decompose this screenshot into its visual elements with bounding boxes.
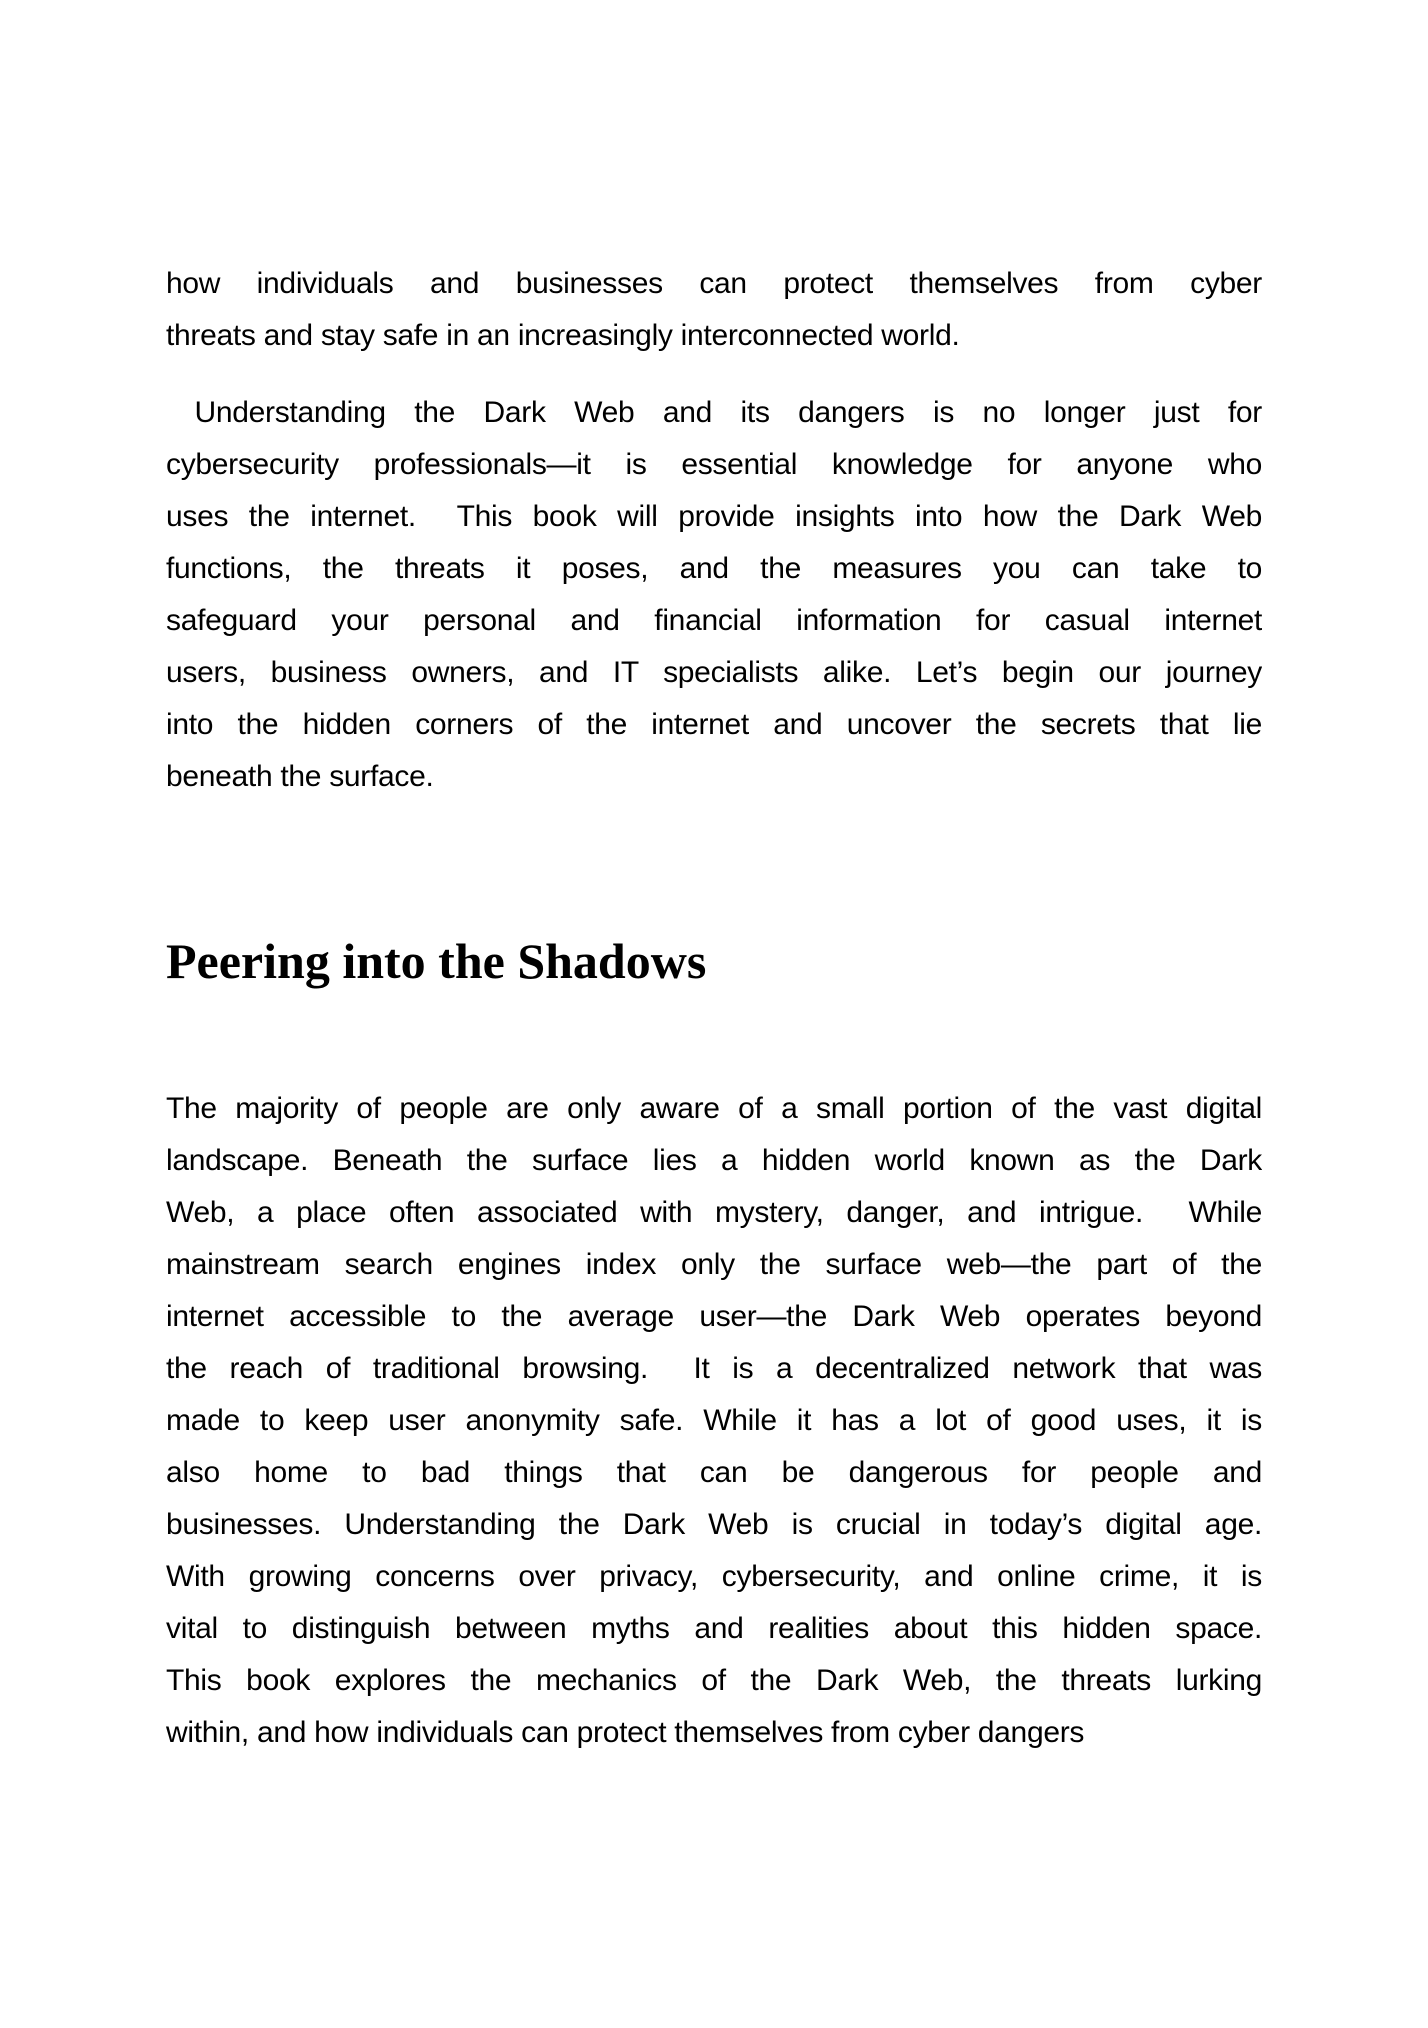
paragraph-2-line-4: functions, the threats it poses, and the measures you can take to xyxy=(166,552,1262,585)
paragraph-3-line-2: landscape. Beneath the surface lies a hidden world known as the Dark xyxy=(166,1144,1262,1177)
paragraph-2 xyxy=(166,387,1262,803)
paragraph-2-line-7: into the hidden corners of the internet and uncover the secrets that lie xyxy=(166,708,1262,741)
paragraph-3-line-13: within, and how individuals can protect themselves from cyber dangers xyxy=(166,1716,1085,1749)
paragraph-3-line-1: The majority of people are only aware of a small portion of the vast digital xyxy=(166,1092,1262,1125)
paragraph-2-line-5: safeguard your personal and financial information for casual internet xyxy=(166,604,1262,637)
paragraph-3-line-11: vital to distinguish between myths and realities about this hidden space. xyxy=(166,1612,1262,1645)
paragraph-3-line-8: also home to bad things that can be dangerous for people and xyxy=(166,1456,1262,1489)
paragraph-1 xyxy=(166,258,1262,362)
paragraph-3-line-6: the reach of traditional browsing. It is a decentralized network that was xyxy=(166,1352,1262,1385)
page-content xyxy=(166,258,1262,1759)
section-heading: Peering into the Shadows xyxy=(166,933,707,989)
paragraph-3-line-3: Web, a place often associated with mystery, danger, and intrigue. While xyxy=(166,1196,1262,1229)
paragraph-2-line-6: users, business owners, and IT specialists alike. Let’s begin our journey xyxy=(166,656,1262,689)
paragraph-3-line-12: This book explores the mechanics of the Dark Web, the threats lurking xyxy=(166,1664,1262,1697)
paragraph-3 xyxy=(166,1083,1262,1759)
paragraph-2-line-3: uses the internet. This book will provide insights into how the Dark Web xyxy=(166,500,1262,533)
paragraph-3-line-9: businesses. Understanding the Dark Web is crucial in today’s digital age. xyxy=(166,1508,1262,1541)
paragraph-3-line-7: made to keep user anonymity safe. While it has a lot of good uses, it is xyxy=(166,1404,1262,1437)
paragraph-3-line-5: internet accessible to the average user—the Dark Web operates beyond xyxy=(166,1300,1262,1333)
paragraph-3-line-4: mainstream search engines index only the surface web—the part of the xyxy=(166,1248,1262,1281)
paragraph-2-line-1: Understanding the Dark Web and its dangers is no longer just for xyxy=(166,396,1262,429)
paragraph-3-line-10: With growing concerns over privacy, cybersecurity, and online crime, it is xyxy=(166,1560,1262,1593)
paragraph-2-line-8: beneath the surface. xyxy=(166,760,434,793)
paragraph-1-line-2: threats and stay safe in an increasingly interconnected world. xyxy=(166,319,960,352)
paragraph-2-line-2: cybersecurity professionals—it is essential knowledge for anyone who xyxy=(166,448,1262,481)
paragraph-1-line-1: how individuals and businesses can protect themselves from cyber xyxy=(166,267,1262,300)
